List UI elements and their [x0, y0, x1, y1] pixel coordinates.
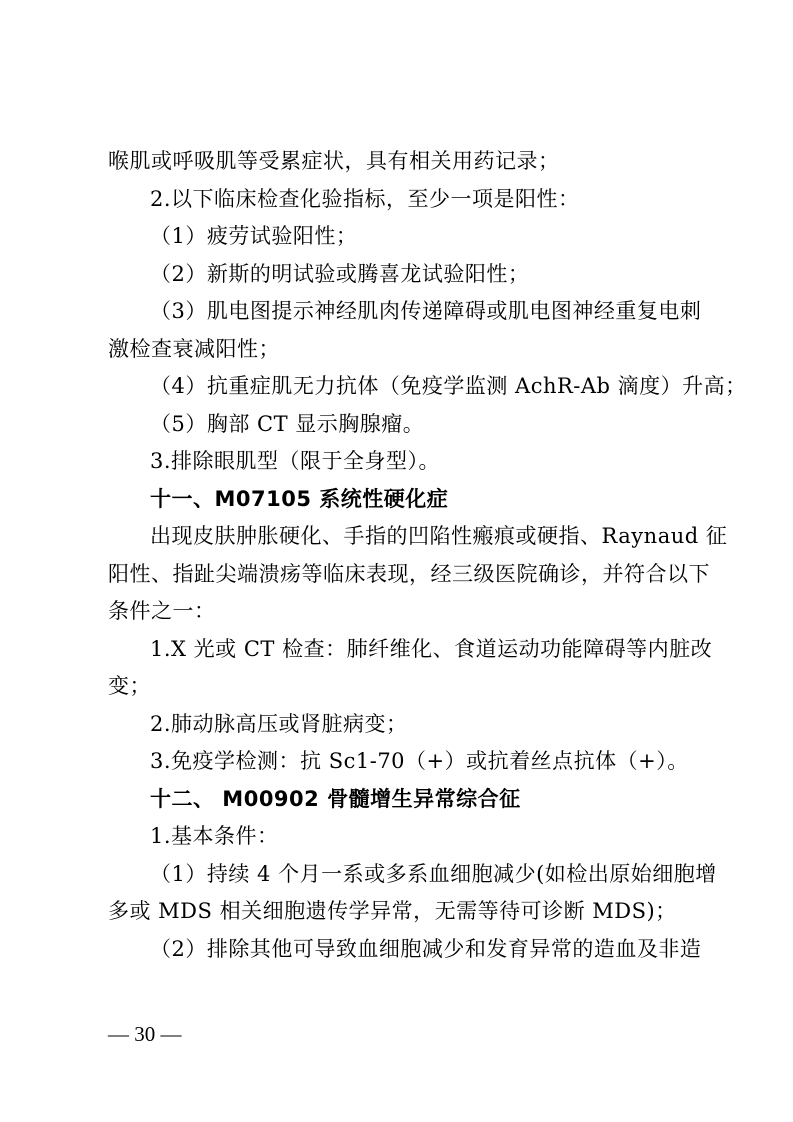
page-number: — 30 —: [108, 1022, 182, 1046]
text-line-mds-1-cont: 多或 MDS 相关细胞遗传学异常，无需等待可诊断 MDS)；: [108, 899, 677, 923]
section-heading-12: 十二、 M00902 骨髓增生异常综合征: [150, 786, 521, 811]
text-line-ssc-3: 3.免疫学检测：抗 Sc1-70（+）或抗着丝点抗体（+）。: [150, 749, 689, 773]
text-line-ssc-intro-cont-1: 阳性、指趾尖端溃疡等临床表现，经三级医院确诊，并符合以下: [108, 561, 710, 586]
text-line-mds-basic: 1.基本条件：: [150, 824, 279, 848]
text-line-mds-1: （1）持续 4 个月一系或多系血细胞减少(如检出原始细胞增: [150, 861, 717, 886]
text-line-item-3-cont: 激检查衰减阳性；: [108, 336, 280, 361]
text-line-criteria-3: 3.排除眼肌型（限于全身型）。: [150, 449, 441, 473]
text-line-mds-2: （2）排除其他可导致血细胞减少和发育异常的造血及非造: [150, 936, 702, 961]
text-line-ssc-1: 1.X 光或 CT 检查：肺纤维化、食道运动功能障碍等内脏改: [150, 636, 713, 661]
text-line-item-3: （3）肌电图提示神经肌肉传递障碍或肌电图神经重复电刺: [150, 299, 702, 323]
text-line-item-4: （4）抗重症肌无力抗体（免疫学监测 AchR-Ab 滴度）升高；: [150, 374, 747, 398]
text-line-criteria-2: 2.以下临床检查化验指标，至少一项是阳性：: [150, 186, 580, 211]
text-line-ssc-1-cont: 变；: [108, 674, 151, 698]
text-line-ssc-intro-cont-2: 条件之一：: [108, 599, 216, 623]
text-line-item-2: （2）新斯的明试验或腾喜龙试验阳性；: [150, 261, 530, 286]
text-line-item-1: （1）疲劳试验阳性；: [150, 224, 358, 248]
text-line-item-5: （5）胸部 CT 显示胸腺瘤。: [150, 411, 425, 436]
section-heading-11: 十一、M07105 系统性硬化症: [150, 486, 449, 511]
text-line-ssc-intro: 出现皮肤肿胀硬化、手指的凹陷性瘢痕或硬指、Raynaud 征: [150, 524, 728, 548]
text-line-continuation: 喉肌或呼吸肌等受累症状，具有相关用药记录；: [108, 149, 560, 173]
text-line-ssc-2: 2.肺动脉高压或肾脏病变；: [150, 711, 408, 736]
document-body: [108, 143, 747, 968]
